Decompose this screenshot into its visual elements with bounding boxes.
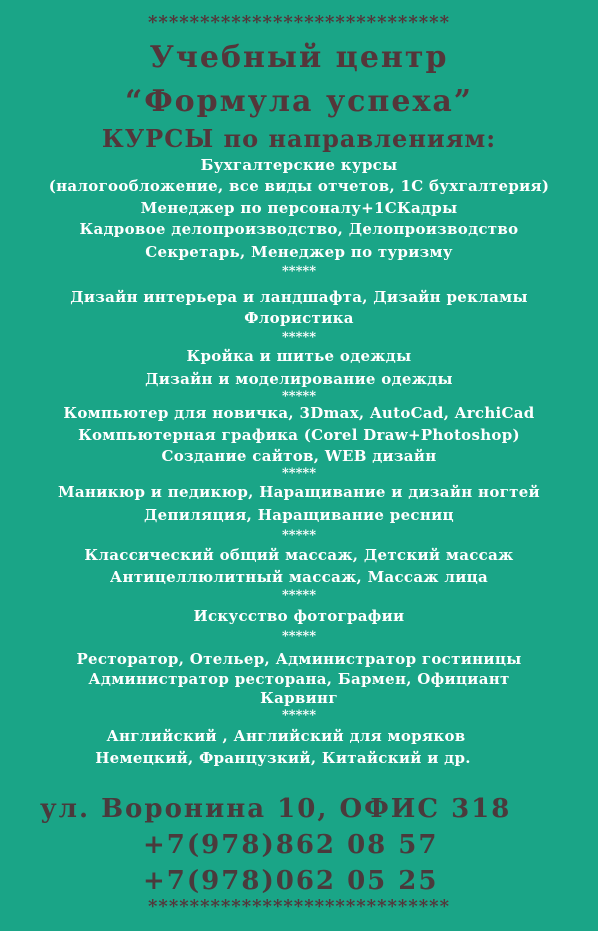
course-line: Компьютерная графика (Corel Draw+Photoshop) — [78, 426, 520, 444]
course-line: Кройка и шитье одежды — [186, 347, 412, 365]
course-line: Флористика — [244, 309, 354, 327]
title-line-1: Учебный центр — [149, 40, 449, 75]
course-line: Компьютер для новичка, 3Dmax, AutoCad, ArchiCad — [63, 404, 535, 422]
course-line: Антицеллюлитный массаж, Массаж лица — [109, 568, 489, 586]
separator: ***** — [282, 330, 316, 345]
course-line: Английский , Английский для моряков — [106, 727, 466, 745]
course-line: (налогообложение, все виды отчетов, 1С бухгалтерия) — [48, 177, 550, 195]
course-line: Дизайн и моделирование одежды — [145, 370, 453, 388]
course-line: Дизайн интерьера и ландшафта, Дизайн рекламы — [70, 288, 528, 306]
separator: ***** — [282, 264, 316, 279]
separator: ***** — [282, 528, 316, 543]
course-line: Карвинг — [260, 689, 338, 707]
separator: ***** — [282, 708, 316, 723]
courses-heading: КУРСЫ по направлениям: — [101, 124, 497, 153]
phone-1: +7(978)862 08 57 — [143, 830, 439, 860]
course-line: Создание сайтов, WEB дизайн — [161, 447, 437, 465]
top-stars: ***************************** — [148, 12, 450, 33]
course-line: Секретарь, Менеджер по туризму — [145, 243, 453, 261]
course-line: Администратор ресторана, Бармен, Официант — [88, 670, 510, 688]
course-line: Бухгалтерские курсы — [200, 156, 398, 174]
course-line: Менеджер по персоналу+1СКадры — [140, 199, 458, 217]
course-line: Искусство фотографии — [193, 607, 405, 625]
course-line: Маникюр и педикюр, Наращивание и дизайн ногтей — [58, 483, 540, 501]
separator: ***** — [282, 466, 316, 481]
separator: ***** — [282, 389, 316, 404]
phone-2: +7(978)062 05 25 — [143, 866, 439, 896]
course-line: Немецкий, Французкий, Китайский и др. — [95, 749, 471, 767]
course-line: Классический общий массаж, Детский массаж — [84, 546, 514, 564]
course-line: Кадровое делопроизводство, Делопроизводство — [79, 220, 519, 238]
bottom-stars: ***************************** — [148, 896, 450, 917]
course-line: Депиляция, Наращивание ресниц — [144, 506, 454, 524]
address: ул. Воронина 10, ОФИС 318 — [40, 794, 512, 824]
separator: ***** — [282, 588, 316, 603]
separator: ***** — [282, 629, 316, 644]
title-line-2: “Формула успеха” — [124, 84, 474, 119]
course-line: Ресторатор, Отельер, Администратор гостиницы — [76, 650, 522, 668]
